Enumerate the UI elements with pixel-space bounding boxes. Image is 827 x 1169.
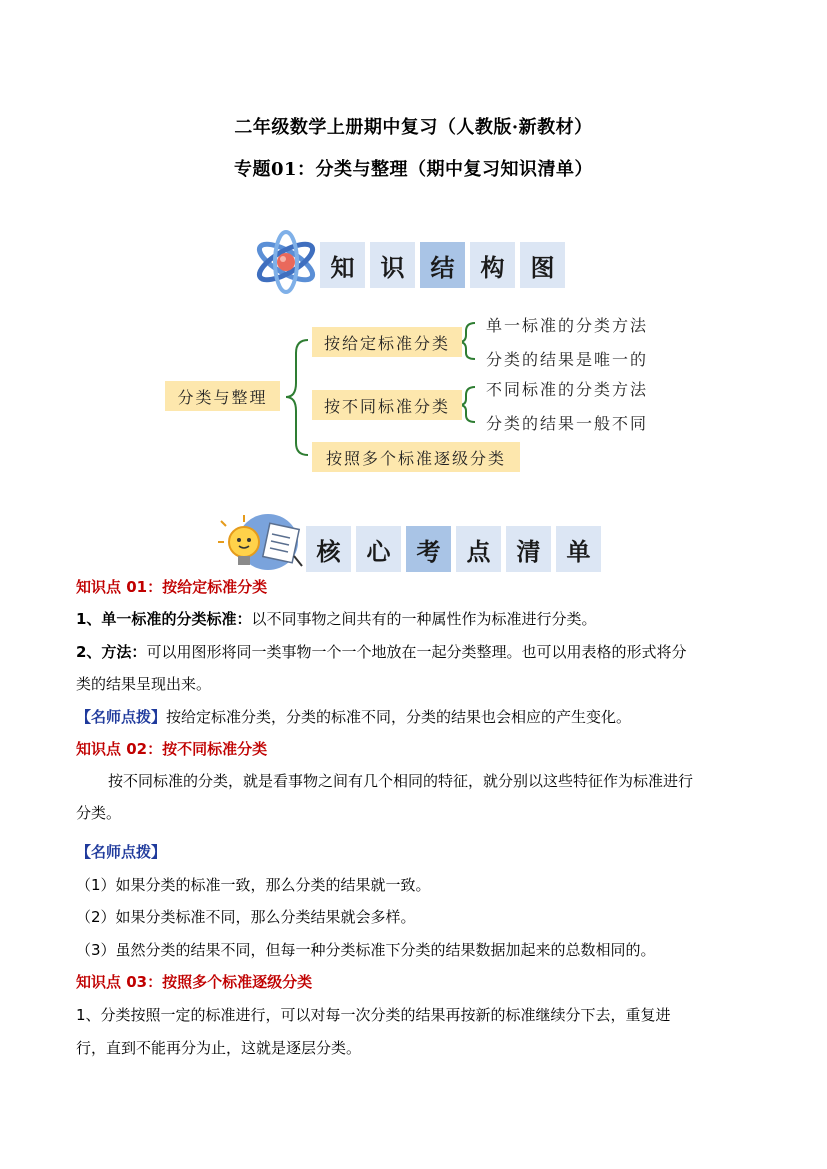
tip-text: 按给定标准分类，分类的标准不同，分类的结果也会相应的产生变化。 xyxy=(166,708,632,726)
paragraph-text: 1、分类按照一定的标准进行，可以对每一次分类的结果再按新的标准继续分下去，重复进 xyxy=(76,1006,671,1024)
mind-map-branch: 按不同标准分类 xyxy=(312,390,462,420)
banner-char: 结 xyxy=(420,242,465,288)
banner-char: 考 xyxy=(406,526,451,572)
paragraph-text: 可以用图形将同一类事物一个一个地放在一起分类整理。也可以用表格的形式将分 xyxy=(146,643,687,661)
list-item: （1）如果分类的标准一致，那么分类的结果就一致。 xyxy=(76,876,431,894)
paragraph-text: 以不同事物之间共有的一种属性作为标准进行分类。 xyxy=(251,610,597,628)
mind-map-leaf: 单一标准的分类方法 xyxy=(486,316,649,335)
paragraph xyxy=(76,608,756,630)
mind-map-root: 分类与整理 xyxy=(165,381,280,411)
list-item: （2）如果分类标准不同，那么分类结果就会多样。 xyxy=(76,908,416,926)
mind-map-branch: 按给定标准分类 xyxy=(312,327,462,357)
paragraph-label: 2、方法： xyxy=(76,643,147,661)
tip-label: 【名师点拨】 xyxy=(76,843,167,861)
list-item: （3）虽然分类的结果不同，但每一种分类标准下分类的结果数据加起来的总数相同的。 xyxy=(76,941,656,959)
banner-char: 核 xyxy=(306,526,351,572)
paragraph-text: 行，直到不能再分为止，这就是逐层分类。 xyxy=(76,1039,362,1057)
banner-char: 识 xyxy=(370,242,415,288)
mind-map-leaf: 分类的结果是唯一的 xyxy=(486,350,649,369)
section-heading: 知识点 03：按照多个标准逐级分类 xyxy=(76,973,313,991)
paragraph xyxy=(76,641,756,663)
knowledge-structure-banner xyxy=(320,242,565,288)
mind-map-branch: 按照多个标准逐级分类 xyxy=(312,442,520,472)
paragraph-text: 按不同标准的分类，就是看事物之间有几个相同的特征，就分别以这些特征作为标准进行 xyxy=(108,772,694,790)
banner-char: 图 xyxy=(520,242,565,288)
section-heading: 知识点 02：按不同标准分类 xyxy=(76,740,268,758)
tip-label: 【名师点拨】 xyxy=(76,708,167,726)
paragraph-label: 1、单一标准的分类标准： xyxy=(76,610,252,628)
banner-char: 点 xyxy=(456,526,501,572)
lightbulb-icon xyxy=(218,512,306,576)
mind-map-leaf: 分类的结果一般不同 xyxy=(486,414,649,433)
atom-icon xyxy=(253,230,319,294)
banner-char: 单 xyxy=(556,526,601,572)
banner-char: 清 xyxy=(506,526,551,572)
paragraph-text: 分类。 xyxy=(76,804,122,822)
core-points-banner xyxy=(306,526,601,572)
page-title: 二年级数学上册期中复习（人教版·新教材） xyxy=(234,117,593,138)
section-heading: 知识点 01：按给定标准分类 xyxy=(76,578,268,596)
mind-map-leaf: 不同标准的分类方法 xyxy=(486,380,649,399)
page-subtitle: 专题01：分类与整理（期中复习知识清单） xyxy=(233,159,594,180)
banner-char: 构 xyxy=(470,242,515,288)
paragraph-text: 类的结果呈现出来。 xyxy=(76,675,212,693)
banner-char: 知 xyxy=(320,242,365,288)
tip-paragraph xyxy=(76,706,756,728)
banner-char: 心 xyxy=(356,526,401,572)
mind-map xyxy=(160,305,680,485)
